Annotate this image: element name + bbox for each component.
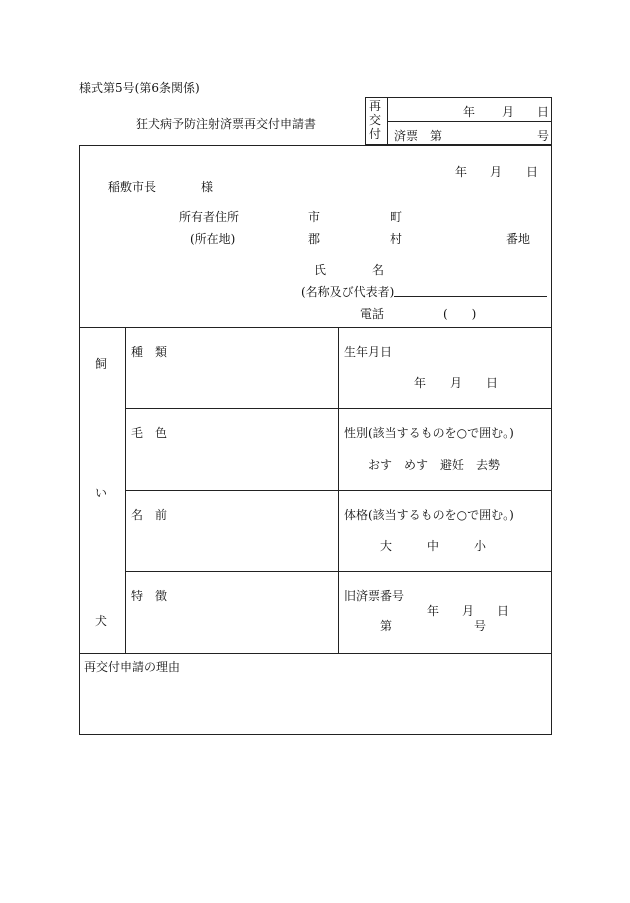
reissue-char-3: 付 [369,127,382,141]
breed-label: 種 類 [131,345,168,359]
header-tag-label: 済票 第 [394,129,443,143]
address-lot: 番地 [506,232,531,246]
birth-year: 年 [414,376,427,390]
address-village: 村 [390,232,403,246]
birth-label: 生年月日 [344,345,393,359]
coat-label: 毛 色 [131,426,168,440]
address-county: 郡 [308,232,321,246]
reissue-char-2: 交 [369,113,382,127]
size-label: 体格(該当するものを○で囲む。) [344,508,514,522]
address-city: 市 [308,210,321,224]
dog-row-divider-1 [125,408,552,409]
features-label: 特 徴 [131,589,168,603]
sex-options[interactable]: おす めす 避妊 去勢 [368,458,501,472]
dog-name-label: 名 前 [131,508,168,522]
header-date-day: 日 [537,105,550,119]
header-date-month: 月 [502,105,515,119]
name-label-2: 名 [372,263,385,277]
birth-day: 日 [486,376,499,390]
sex-label: 性別(該当するものを○で囲む。) [344,426,514,440]
phone-paren: ( ) [443,307,477,321]
name-sub-label: (名称及び代表者) [301,285,395,299]
old-tag-day: 日 [497,604,510,618]
header-row-divider [387,121,552,122]
applicant-date-month: 月 [490,165,503,179]
dog-side-char-3: 犬 [95,614,108,628]
dog-row-divider-3 [125,571,552,572]
addressee: 稲敷市長 [108,180,157,194]
honorific: 様 [201,180,214,194]
address-town: 町 [390,210,403,224]
size-small[interactable]: 小 [474,539,487,553]
header-date-year: 年 [463,105,476,119]
form-title: 狂犬病予防注射済票再交付申請書 [136,117,317,131]
dog-side-char-2: い [95,486,108,500]
header-tag-suffix: 号 [537,129,550,143]
size-medium[interactable]: 中 [427,539,440,553]
dog-row-divider-2 [125,490,552,491]
old-tag-no: 第 [380,619,393,633]
birth-month: 月 [450,376,463,390]
form-number: 様式第5号(第6条関係) [79,81,200,95]
name-label-1: 氏 [314,263,327,277]
address-label: 所有者住所 [179,210,240,224]
reissue-char-1: 再 [369,99,382,113]
phone-label: 電話 [360,307,385,321]
size-large[interactable]: 大 [380,539,393,553]
address-sub-label: (所在地) [190,232,236,246]
applicant-date-year: 年 [455,165,468,179]
old-tag-label: 旧済票番号 [344,589,405,603]
old-tag-month: 月 [462,604,475,618]
name-underline[interactable] [394,296,547,297]
reason-label: 再交付申請の理由 [84,660,181,674]
old-tag-suffix: 号 [474,619,487,633]
old-tag-year: 年 [427,604,440,618]
dog-side-char-1: 飼 [95,357,108,371]
applicant-date-day: 日 [526,165,539,179]
